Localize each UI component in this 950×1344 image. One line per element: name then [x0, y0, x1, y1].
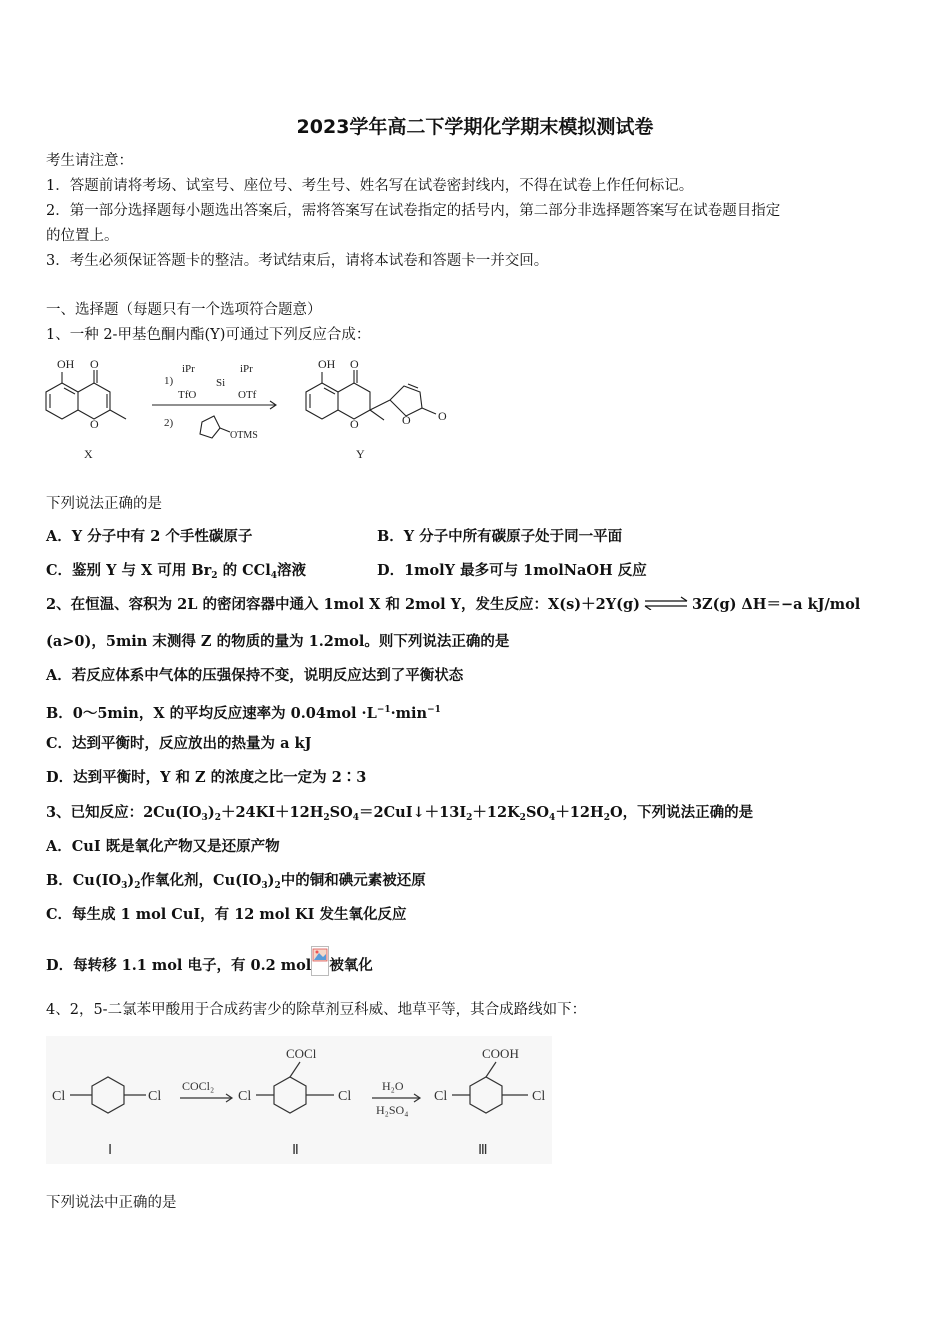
otms-label: OTMS — [230, 430, 258, 441]
section-heading: 一、选择题（每题只有一个选项符合题意） — [46, 302, 322, 318]
i-cl-right: Cl — [148, 1089, 162, 1104]
x-carbonyl-o: O — [90, 357, 99, 371]
q1-option-a: A．Y 分子中有 2 个手性碳原子 — [46, 528, 253, 545]
q3-option-b: B．$Cu(IO_3)_2$作氧化剂，$Cu(IO_3)_2$中的铜和碘元素被还原 — [46, 872, 426, 891]
q2-option-c: C．达到平衡时，反应放出的热量为 a kJ — [46, 735, 312, 752]
x-label: X — [84, 447, 93, 461]
lactone-ring-o: O — [402, 413, 411, 427]
otf-label: OTf — [238, 389, 257, 401]
compound-i-label: Ⅰ — [108, 1143, 113, 1158]
y-ring-o: O — [350, 417, 359, 431]
q4-synthesis-scheme — [46, 1036, 552, 1164]
ii-cl-right: Cl — [338, 1089, 352, 1104]
reagent-h2so4: H₂SO₄ — [376, 1103, 409, 1117]
q3-option-d: D．每转移 1.1 mol 电子，有 0.2 mol 被氧化 — [46, 946, 373, 981]
x-oh-label: OH — [57, 357, 75, 371]
ii-cl-left: Cl — [238, 1089, 252, 1104]
q2-stem: 2、在恒温、容积为 2L 的密闭容器中通入 1mol X 和 2mol Y，发生反应：X(s)＋2Y(g) 3Z(g) ΔH＝−a kJ/mol — [46, 596, 861, 613]
reagent-h2o: H₂O — [382, 1079, 404, 1093]
ipr-left: iPr — [182, 363, 195, 375]
page-title: 2023学年高二下学期化学期末模拟测试卷 — [296, 116, 654, 138]
q2-stem-cont: (a>0)，5min 末测得 Z 的物质的量为 1.2mol。则下列说法正确的是 — [46, 633, 510, 650]
notice-item-2: 2．第一部分选择题每小题选出答案后，需将答案写在试卷指定的括号内，第二部分非选择题答案写在试卷题目指定 — [46, 203, 781, 219]
q1-reaction-scheme — [44, 356, 474, 464]
q2-option-a: A．若反应体系中气体的压强保持不变，说明反应达到了平衡状态 — [46, 667, 464, 684]
compound-ii-label: Ⅱ — [292, 1143, 299, 1158]
notice-item-3: 3．考生必须保证答题卡的整洁。考试结束后，请将本试卷和答题卡一并交回。 — [46, 253, 549, 269]
notice-heading: 考生请注意： — [46, 153, 133, 169]
y-label: Y — [356, 447, 365, 461]
ipr-right: iPr — [240, 363, 253, 375]
q3-option-c: C．每生成 1 mol CuI，有 12 mol KI 发生氧化反应 — [46, 906, 407, 923]
q1-stem: 1、一种 2-甲基色酮内酯(Y)可通过下列反应合成： — [46, 327, 371, 343]
si-label: Si — [216, 377, 226, 389]
iii-cl-left: Cl — [434, 1089, 448, 1104]
lactone-carbonyl-o: O — [438, 409, 447, 423]
reagent-2-label: 2) — [164, 417, 174, 429]
reagent-1-label: 1) — [164, 375, 174, 387]
notice-item-1: 1．答题前请将考场、试室号、座位号、考生号、姓名写在试卷密封线内，不得在试卷上作任何标记。 — [46, 178, 694, 194]
q1-option-d: D．1molY 最多可与 1molNaOH 反应 — [377, 562, 647, 579]
x-ring-o: O — [90, 417, 99, 431]
y-oh-label: OH — [318, 357, 336, 371]
cocl-group: COCl — [286, 1046, 317, 1061]
broken-image-icon — [311, 946, 329, 976]
y-carbonyl-o: O — [350, 357, 359, 371]
q1-option-b: B．Y 分子中所有碳原子处于同一平面 — [377, 528, 623, 545]
notice-item-2-cont: 的位置上。 — [46, 228, 119, 244]
equilibrium-arrow-icon — [643, 596, 689, 610]
iii-cl-right: Cl — [532, 1089, 546, 1104]
q1-prompt: 下列说法正确的是 — [46, 496, 162, 512]
tfo-label: TfO — [178, 389, 197, 401]
q4-prompt: 下列说法中正确的是 — [46, 1195, 177, 1211]
q3-option-a: A．CuI 既是氧化产物又是还原产物 — [46, 838, 280, 855]
i-cl-left: Cl — [52, 1089, 66, 1104]
compound-iii-label: Ⅲ — [478, 1143, 488, 1158]
q1-option-c: C．鉴别 Y 与 X 可用 $Br_2$ 的 CCl$_4$溶液 — [46, 562, 306, 581]
q3-stem: 3、已知反应：$2Cu(IO_3)_2+24KI+12H_2SO_4=2CuI↓+13I_2+12K_2SO_4+12H_2O$，下列说法正确的是 — [46, 804, 754, 823]
q2-option-d: D．达到平衡时，Y 和 Z 的浓度之比一定为 2∶3 — [46, 769, 367, 786]
q2-option-b: B．0～5min，X 的平均反应速率为 $0.04mol \cdot L^{-1}\cdot\min^{-1}$ — [46, 705, 441, 722]
reagent-cocl2: COCl₂ — [182, 1079, 215, 1093]
q4-stem: 4、2，5-二氯苯甲酸用于合成药害少的除草剂豆科威、地草平等，其合成路线如下： — [46, 1002, 587, 1018]
cooh-group: COOH — [482, 1046, 519, 1061]
